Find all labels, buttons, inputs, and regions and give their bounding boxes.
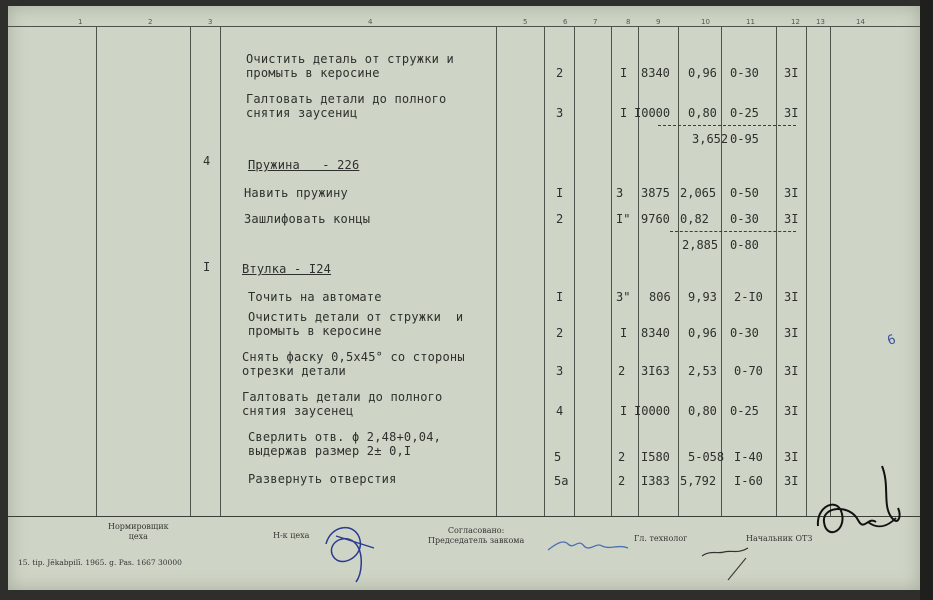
col-header: 2 [148, 18, 153, 26]
col-header: 9 [656, 18, 661, 26]
col-header: 10 [701, 18, 710, 26]
column-rule [678, 26, 679, 516]
signature-shop-head [316, 514, 386, 584]
footer-technologist: Гл. технолог [634, 534, 688, 543]
column-rule [611, 26, 612, 516]
column-rule [776, 26, 777, 516]
cell-c8: 3" [616, 290, 631, 304]
column-rule [544, 26, 545, 516]
cell-c8: 2 [618, 474, 626, 488]
operation-text: Очистить деталь от стружки и промыть в керосине [246, 52, 454, 80]
cell-c9: 3875 [641, 186, 670, 200]
cell-c11: 0-30 [730, 212, 759, 226]
operation-text: Зашлифовать концы [244, 212, 371, 226]
operation-text: Развернуть отверстия [248, 472, 397, 486]
cell-c8: I [620, 404, 628, 418]
cell-c10: 0,96 [688, 326, 717, 340]
cell-c11: I-60 [734, 474, 763, 488]
signature-technologist [698, 534, 758, 584]
scan-border [920, 0, 933, 600]
cell-c8: I" [616, 212, 631, 226]
subtotal-c10: 3,652 [692, 132, 729, 146]
column-rule [806, 26, 807, 516]
cell-c12: 3I [784, 290, 799, 304]
footer-otz-head: Начальник ОТЗ [746, 534, 813, 543]
op-number: 5a [554, 474, 569, 488]
cell-c12: 3I [784, 186, 799, 200]
cell-c11: 0-25 [730, 404, 759, 418]
op-number: 2 [556, 326, 564, 340]
group-number: 4 [203, 154, 211, 168]
operation-text: Навить пружину [244, 186, 348, 200]
subtotal-c10: 2,885 [682, 238, 719, 252]
cell-c8: 2 [618, 364, 626, 378]
group-title: Втулка - I24 [242, 262, 332, 276]
group-number: I [203, 260, 211, 274]
col-header: 7 [593, 18, 598, 26]
column-rule [830, 26, 831, 516]
subtotal-c11: 0-95 [730, 132, 759, 146]
cell-c9: I0000 [634, 106, 671, 120]
operation-text: Галтовать детали до полного снятия заусениц [246, 92, 447, 120]
cell-c8: 3 [616, 186, 624, 200]
column-rule [574, 26, 575, 516]
cell-c8: I [620, 66, 628, 80]
cell-c10: 0,96 [688, 66, 717, 80]
column-rule [496, 26, 497, 516]
cell-c10: 0,82 [680, 212, 709, 226]
cell-c10: 2,065 [680, 186, 717, 200]
subtotal-c11: 0-80 [730, 238, 759, 252]
footer-normer: Нормировщик цеха [108, 522, 169, 541]
col-header: 14 [856, 18, 865, 26]
col-header: 8 [626, 18, 631, 26]
col-header: 3 [208, 18, 213, 26]
operation-text: Сверлить отв. ϕ 2,48+0,04, выдержав размер 2± 0,I [248, 430, 442, 458]
col-header: 6 [563, 18, 568, 26]
cell-c10: 5,792 [680, 474, 717, 488]
op-number: 2 [556, 66, 564, 80]
signature-chairman [544, 530, 634, 560]
op-number: 4 [556, 404, 564, 418]
cell-c12: 3I [784, 106, 799, 120]
cell-c9: 8340 [641, 66, 670, 80]
cell-c12: 3I [784, 404, 799, 418]
footer-rule [8, 516, 920, 517]
column-rule [220, 26, 221, 516]
col-header: 13 [816, 18, 825, 26]
op-number: I [556, 290, 564, 304]
cell-c8: I [620, 106, 628, 120]
cell-c9: 8340 [641, 326, 670, 340]
op-number: 3 [556, 364, 564, 378]
cell-c8: I [620, 326, 628, 340]
column-rule [638, 26, 639, 516]
cell-c10: 9,93 [688, 290, 717, 304]
cell-c9: 3I63 [641, 364, 670, 378]
cell-c11: 0-70 [734, 364, 763, 378]
cell-c12: 3I [784, 326, 799, 340]
subtotal-dash [670, 231, 796, 232]
cell-c10: 0,80 [688, 106, 717, 120]
cell-c10: 2,53 [688, 364, 717, 378]
document-sheet [8, 6, 920, 590]
column-rule [721, 26, 722, 516]
cell-c12: 3I [784, 212, 799, 226]
cell-c11: 0-30 [730, 66, 759, 80]
cell-c8: 2 [618, 450, 626, 464]
cell-c11: I-40 [734, 450, 763, 464]
col-header: 12 [791, 18, 800, 26]
cell-c9: I580 [641, 450, 670, 464]
footer-print-line: 15. tip. Jēkabpilī. 1965. g. Pas. 1667 30000 [18, 558, 182, 567]
cell-c11: 2-I0 [734, 290, 763, 304]
group-title: Пружина - 226 [248, 158, 360, 172]
margin-note: 6 [885, 332, 898, 349]
col-header: 4 [368, 18, 373, 26]
op-number: I [556, 186, 564, 200]
cell-c9: 9760 [641, 212, 670, 226]
cell-c9: 806 [649, 290, 671, 304]
cell-c10: 5-058 [688, 450, 725, 464]
cell-c9: I383 [641, 474, 670, 488]
cell-c12: 3I [784, 450, 799, 464]
operation-text: Снять фаску 0,5х45° со стороны отрезки детали [242, 350, 465, 378]
op-number: 2 [556, 212, 564, 226]
cell-c11: 0-30 [730, 326, 759, 340]
cell-c10: 0,80 [688, 404, 717, 418]
column-rule [96, 26, 97, 516]
subtotal-dash [658, 125, 796, 126]
col-header: 1 [78, 18, 83, 26]
cell-c12: 3I [784, 66, 799, 80]
operation-text: Очистить детали от стружки и промыть в керосине [248, 310, 464, 338]
column-rule [190, 26, 191, 516]
cell-c11: 0-50 [730, 186, 759, 200]
op-number: 3 [556, 106, 564, 120]
header-rule [8, 26, 920, 27]
operation-text: Галтовать детали до полного снятия заусенец [242, 390, 443, 418]
col-header: 11 [746, 18, 755, 26]
op-number: 5 [554, 450, 562, 464]
cell-c9: I0000 [634, 404, 671, 418]
cell-c11: 0-25 [730, 106, 759, 120]
col-header: 5 [523, 18, 528, 26]
footer-agreed: Согласовано: Председатель завкома [428, 526, 525, 545]
signature-otz-head [798, 456, 908, 556]
operation-text: Точить на автомате [248, 290, 382, 304]
cell-c12: 3I [784, 474, 799, 488]
cell-c12: 3I [784, 364, 799, 378]
footer-shop-head: Н-к цеха [273, 531, 310, 540]
